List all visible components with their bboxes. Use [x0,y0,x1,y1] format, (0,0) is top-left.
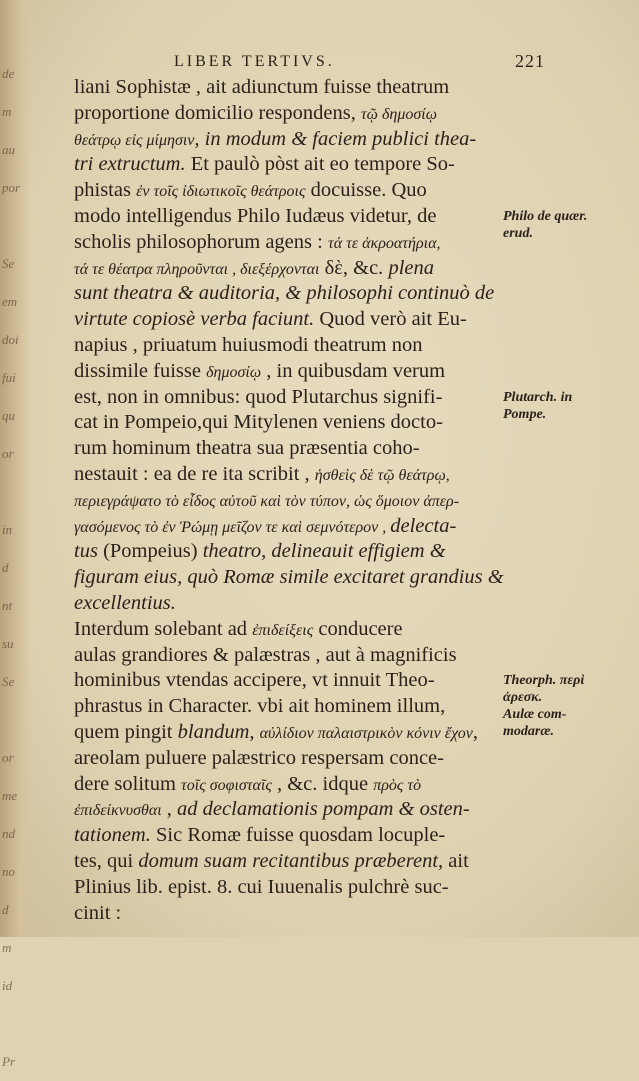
text-line [74,694,504,720]
margin-note-line: Aulæ com- [503,707,567,723]
text-line [74,230,504,256]
text-line [74,385,504,411]
italic-text: figuram eius, quò Romæ simile excitaret grandius & [74,566,504,589]
text-line [74,436,504,462]
roman-text: , [249,720,260,743]
roman-text: liani Sophistæ , ait adiunctum fuisse theatrum [74,76,450,98]
margin-note-line: erud. [503,226,533,241]
roman-text: , in quibusdam verum [261,359,446,382]
text-line [74,359,504,385]
text-line [74,617,504,643]
roman-text: Sic Romæ fuisse quosdam locuple- [150,824,446,847]
roman-text: phistas [74,179,137,202]
greek-text: ἐπιδείκνυσθαι [74,802,162,820]
margin-note-line: ἀρεσκ. [503,690,543,706]
roman-text: dissimile fuisse [74,359,207,382]
text-line [74,849,504,875]
text-line [74,514,504,540]
roman-text: Quod verò ait Eu- [314,308,467,331]
greek-text: τῷ δημοσίῳ [360,105,438,123]
text-line [74,539,504,565]
margin-note [503,672,638,740]
greek-text: τά τε θέατρα πληροῦνται , διεξέρχονται [74,260,320,278]
roman-text: docuisse. Quo [305,179,427,202]
text-line [74,772,504,798]
greek-text: ἡσθεὶς δὲ τῷ θεάτρῳ, [314,466,450,484]
roman-text: , &c. idque [271,772,374,795]
italic-text: ad declamationis pompam & osten- [177,798,470,821]
text-line [74,823,504,849]
italic-text: tri extructum. [74,153,186,176]
text-line [74,75,504,101]
roman-text: Plinius lib. epist. 8. cui Iuuenalis pulchrè suc- [74,875,449,898]
italic-text: , in modum & faciem publici thea- [194,127,477,150]
text-line [74,720,504,746]
greek-text: πρὸς τὸ [373,776,422,794]
text-line [74,797,504,823]
roman-text: conducere [313,617,403,640]
margin-note [503,208,638,242]
roman-text: cinit : [74,901,122,924]
italic-text: domum suam recitantibus præberent [138,849,439,872]
text-line [74,875,504,901]
roman-text: rum hominum theatra sua præsentia coho- [74,437,420,460]
text-line [74,127,504,153]
roman-text: tes, qui [74,849,139,872]
italic-text: tus [74,540,98,563]
text-line [74,668,504,694]
roman-text: napius , priuatum huiusmodi theatrum non [74,333,423,356]
text-line [74,901,504,927]
greek-text: περιεγράψατο τὸ εἶδος αὐτοῦ καὶ τὸν τύπον, ὡς ὅμοιον ἀπερ- [74,492,460,510]
roman-text: dere solitum [74,772,182,795]
text-line [74,307,504,333]
text-line [74,746,504,772]
margin-note-line: modaræ. [503,724,554,740]
roman-text: Interdum solebant ad [74,617,253,640]
roman-text: hominibus vtendas accipere, vt innuit Theo- [74,669,435,692]
roman-text: , ait [438,849,469,872]
roman-text: proportione domicilio respondens, [74,101,361,124]
greek-text: θεάτρῳ εἰς μίμησιν [74,131,195,149]
italic-text: theatro, delineauit effigiem & [202,540,446,563]
text-line [74,591,504,617]
roman-text: quem pingit [74,720,178,743]
facing-page-edge [0,0,30,1069]
text-line [74,333,504,359]
page-number: 221 [515,51,545,71]
roman-text: est, non in omnibus: quod Plutarchus signifi- [74,385,443,408]
roman-text: modo intelligendus Philo Iudæus videtur, de [74,204,437,227]
italic-text: plena [388,256,434,279]
roman-text: areolam puluere palæstrico respersam conce- [74,746,444,769]
roman-text: δὲ, &c. [319,256,389,279]
margin-note-line: Philo de quær. [503,209,588,224]
text-line [74,204,504,230]
roman-text: phrastus in Character. vbi ait hominem illum, [74,695,446,718]
text-line [74,101,504,127]
text-line [74,410,504,436]
facing-page-fragments: de m au por Se em doi fui qu or in d nt su Se or me nd no d m id Pr [2,66,21,1069]
greek-text: ἐπιδείξεις [252,621,314,639]
italic-text: sunt theatra & auditoria, & philosophi continuò de [74,282,495,305]
margin-note-line: Plutarch. in [503,389,573,405]
italic-text: excellentius. [74,591,176,614]
greek-text: τοῖς σοφισταῖς [181,776,272,794]
italic-text: blandum [177,720,250,743]
text-line [74,178,504,204]
greek-text: τά τε ἀκροατήρια, [327,234,441,252]
roman-text: scholis philosophorum agens : [74,230,328,253]
text-line [74,488,504,514]
italic-text: tationem. [74,824,151,847]
text-line [74,281,504,307]
roman-text: , [472,720,479,743]
text-line [74,462,504,488]
greek-text: ἐν τοῖς ἰδιωτικοῖς θεάτροις [136,183,306,201]
text-line [74,256,504,282]
greek-text: γασόμενος τὸ ἐν Ῥώμῃ μεῖζον τε καὶ σεμνότερον , [74,518,391,536]
main-text-block [74,75,504,926]
text-line [74,565,504,591]
running-title: LIBER TERTIVS. [174,53,335,70]
margin-note [503,389,638,423]
margin-note-line: Theorph. περὶ [503,673,585,689]
roman-text: aulas grandiores & palæstras , aut à magnificis [74,643,457,666]
greek-text: αὐλίδιον παλαιστρικὸν κόνιν ἔχον [259,724,473,742]
roman-text: nestauit : ea de re ita scribit , [74,462,315,485]
text-line [74,152,504,178]
roman-text: cat in Pompeio,qui Mitylenen veniens docto- [74,411,443,434]
text-line [74,643,504,669]
roman-text: , [161,798,178,821]
roman-text: Et paulò pòst ait eo tempore So- [185,153,455,176]
roman-text: (Pompeius) [97,540,203,563]
greek-text: δημοσίῳ [206,363,262,381]
margin-note-line: Pompe. [503,406,547,422]
italic-text: delecta- [390,514,457,537]
italic-text: virtute copiosè verba faciunt. [74,308,315,331]
